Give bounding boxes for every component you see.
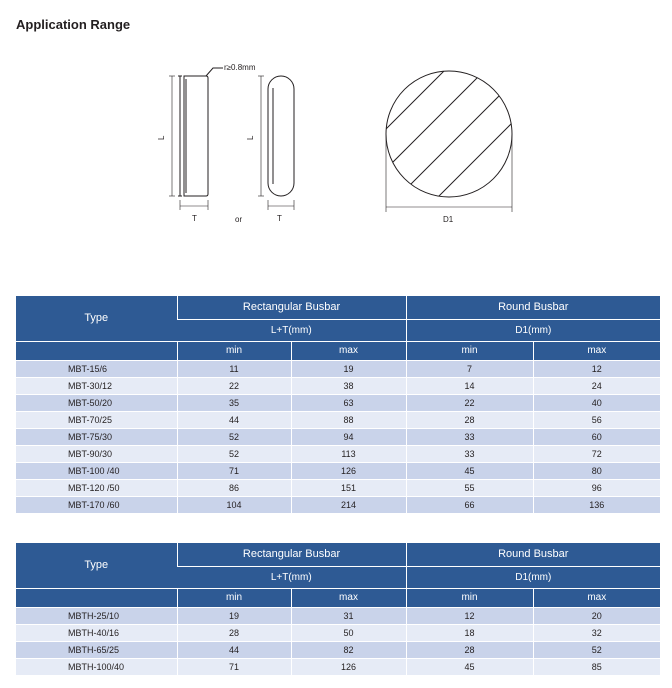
type-header: Type (16, 296, 177, 341)
round-max-cell: 80 (533, 462, 660, 479)
diameter-label: D1 (443, 215, 454, 224)
round-min-cell: 22 (406, 394, 533, 411)
rect-min-cell: 19 (177, 607, 291, 624)
rect-max-cell: 88 (291, 411, 406, 428)
round-max-cell: 24 (533, 377, 660, 394)
table-row (16, 479, 660, 496)
round-min-cell: 55 (406, 479, 533, 496)
table-row (16, 607, 660, 624)
round-max-cell: 60 (533, 428, 660, 445)
round-min-cell: 33 (406, 445, 533, 462)
table-row (16, 462, 660, 479)
rect-unit-header: L+T(mm) (177, 319, 406, 341)
round-max-cell: 32 (533, 624, 660, 641)
type-cell: MBT-170 /60 (16, 496, 177, 513)
round-min-cell: 28 (406, 411, 533, 428)
rect-min-cell: 104 (177, 496, 291, 513)
round-min-header: min (406, 341, 533, 360)
table-row (16, 624, 660, 641)
round-max-cell: 52 (533, 641, 660, 658)
type-cell: MBT-30/12 (16, 377, 177, 394)
rect-max-cell: 214 (291, 496, 406, 513)
round-min-cell: 14 (406, 377, 533, 394)
table-row (16, 428, 660, 445)
type-cell: MBTH-25/10 (16, 607, 177, 624)
rect-max-cell: 126 (291, 462, 406, 479)
radius-label: r≥0.8mm (224, 63, 256, 72)
table-row (16, 445, 660, 462)
table-row (16, 377, 660, 394)
round-max-cell: 20 (533, 607, 660, 624)
round-busbar-figure (380, 55, 535, 220)
table-row (16, 658, 660, 675)
rect-busbar-header: Rectangular Busbar (177, 543, 406, 566)
type-cell: MBT-120 /50 (16, 479, 177, 496)
round-max-cell: 96 (533, 479, 660, 496)
round-min-cell: 28 (406, 641, 533, 658)
round-min-cell: 7 (406, 360, 533, 377)
round-min-cell: 18 (406, 624, 533, 641)
thickness-label-rect: T (192, 214, 197, 223)
rect-min-cell: 11 (177, 360, 291, 377)
table-row (16, 394, 660, 411)
type-header-blank (16, 341, 177, 360)
mbth-application-table (16, 543, 660, 676)
length-label-rect: L (157, 135, 166, 140)
rect-max-cell: 126 (291, 658, 406, 675)
rect-min-cell: 35 (177, 394, 291, 411)
rect-min-cell: 28 (177, 624, 291, 641)
round-min-cell: 33 (406, 428, 533, 445)
rect-min-cell: 86 (177, 479, 291, 496)
rect-min-header: min (177, 341, 291, 360)
rect-min-cell: 52 (177, 445, 291, 462)
round-unit-header: D1(mm) (406, 566, 660, 588)
round-max-cell: 85 (533, 658, 660, 675)
rect-max-cell: 82 (291, 641, 406, 658)
type-header-blank (16, 588, 177, 607)
type-cell: MBTH-100/40 (16, 658, 177, 675)
rect-min-cell: 44 (177, 411, 291, 428)
rectangular-busbar-figure (169, 68, 223, 210)
round-max-header: max (533, 341, 660, 360)
type-cell: MBT-15/6 (16, 360, 177, 377)
busbar-dimension-diagram (0, 0, 672, 260)
round-min-cell: 45 (406, 658, 533, 675)
round-max-cell: 72 (533, 445, 660, 462)
thickness-label-rounded: T (277, 214, 282, 223)
type-cell: MBTH-65/25 (16, 641, 177, 658)
round-min-cell: 12 (406, 607, 533, 624)
rect-max-cell: 113 (291, 445, 406, 462)
rect-max-cell: 94 (291, 428, 406, 445)
rect-max-cell: 38 (291, 377, 406, 394)
or-label: or (235, 215, 243, 224)
rect-min-header: min (177, 588, 291, 607)
type-cell: MBT-70/25 (16, 411, 177, 428)
round-busbar-header: Round Busbar (406, 543, 660, 566)
round-min-cell: 45 (406, 462, 533, 479)
table-row (16, 641, 660, 658)
type-cell: MBT-90/30 (16, 445, 177, 462)
rect-max-header: max (291, 588, 406, 607)
rect-min-cell: 44 (177, 641, 291, 658)
rect-busbar-header: Rectangular Busbar (177, 296, 406, 319)
round-max-cell: 40 (533, 394, 660, 411)
type-cell: MBT-100 /40 (16, 462, 177, 479)
rect-min-cell: 52 (177, 428, 291, 445)
length-label-rounded: L (246, 135, 255, 140)
rect-max-cell: 151 (291, 479, 406, 496)
rect-unit-header: L+T(mm) (177, 566, 406, 588)
page-title: Application Range (16, 17, 131, 32)
round-min-cell: 66 (406, 496, 533, 513)
round-max-cell: 12 (533, 360, 660, 377)
table-row (16, 411, 660, 428)
table-row (16, 360, 660, 377)
table-row (16, 496, 660, 513)
round-max-cell: 136 (533, 496, 660, 513)
rect-min-cell: 22 (177, 377, 291, 394)
rounded-busbar-figure (258, 76, 294, 210)
rect-max-cell: 19 (291, 360, 406, 377)
rect-max-cell: 63 (291, 394, 406, 411)
type-header: Type (16, 543, 177, 588)
type-cell: MBT-75/30 (16, 428, 177, 445)
round-min-header: min (406, 588, 533, 607)
rect-min-cell: 71 (177, 658, 291, 675)
type-cell: MBT-50/20 (16, 394, 177, 411)
rect-max-header: max (291, 341, 406, 360)
rect-min-cell: 71 (177, 462, 291, 479)
type-cell: MBTH-40/16 (16, 624, 177, 641)
rect-max-cell: 50 (291, 624, 406, 641)
rect-max-cell: 31 (291, 607, 406, 624)
round-max-header: max (533, 588, 660, 607)
round-busbar-header: Round Busbar (406, 296, 660, 319)
round-unit-header: D1(mm) (406, 319, 660, 341)
mbt-application-table (16, 296, 660, 514)
round-max-cell: 56 (533, 411, 660, 428)
